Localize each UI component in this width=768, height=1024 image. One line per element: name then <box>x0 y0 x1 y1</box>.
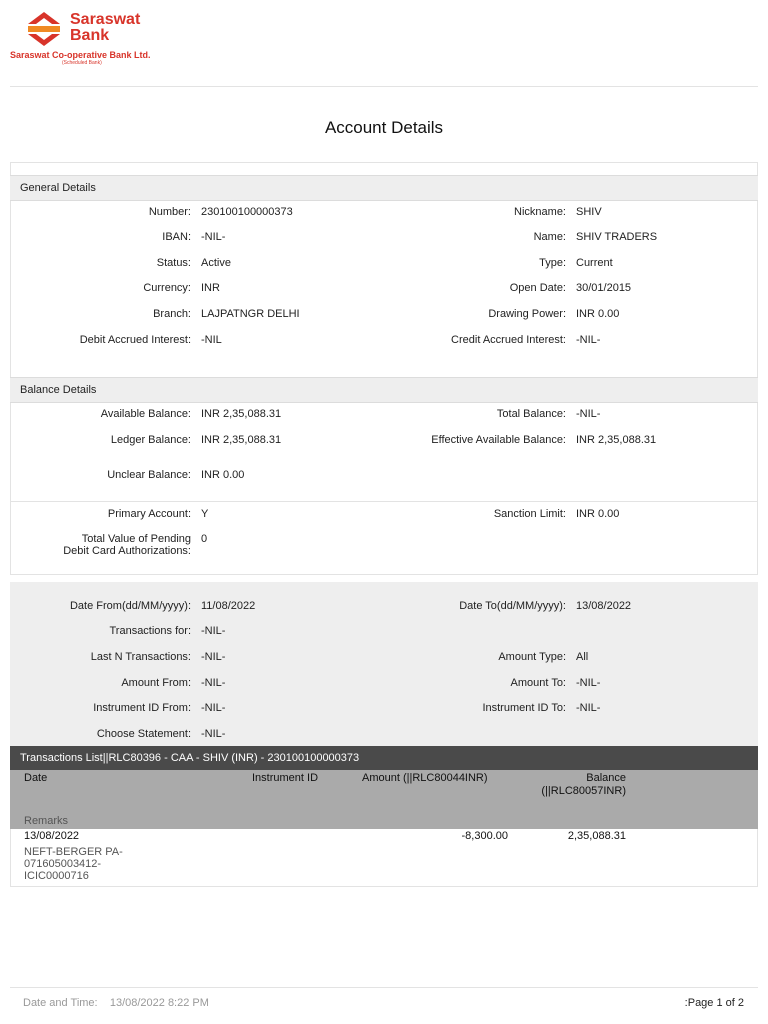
date-from-label: Date From(dd/MM/yyyy): <box>69 600 191 612</box>
amount-to-label: Amount To: <box>510 677 566 689</box>
amount-from-label: Amount From: <box>121 677 191 689</box>
open-date-label: Open Date: <box>509 282 566 294</box>
open-date-value: 30/01/2015 <box>576 282 632 294</box>
general-details-heading: General Details <box>10 175 758 201</box>
debit-accrued-interest-label: Debit Accrued Interest: <box>79 334 191 346</box>
primary-account-label: Primary Account: <box>107 508 191 520</box>
choose-statement-label: Choose Statement: <box>96 728 191 740</box>
credit-accrued-interest-label: Credit Accrued Interest: <box>451 334 566 346</box>
col-balance-line2: (||RLC80057INR) <box>541 785 626 797</box>
type-value: Current <box>576 257 613 269</box>
currency-label: Currency: <box>143 282 191 294</box>
credit-accrued-interest-value: -NIL- <box>576 334 601 346</box>
date-to-value: 13/08/2022 <box>576 600 632 612</box>
branch-value: LAJPATNGR DELHI <box>201 308 300 320</box>
col-remarks: Remarks <box>24 815 69 827</box>
row-remark-line2: 071605003412- <box>24 858 102 870</box>
name-label: Name: <box>533 231 566 243</box>
drawing-power-label: Drawing Power: <box>488 308 566 320</box>
row-date: 13/08/2022 <box>24 830 80 842</box>
col-date: Date <box>24 772 48 784</box>
date-to-label: Date To(dd/MM/yyyy): <box>459 600 566 612</box>
drawing-power-value: INR 0.00 <box>576 308 620 320</box>
logo-scheduled: (Scheduled Bank) <box>62 60 102 66</box>
sanction-limit-value: INR 0.00 <box>576 508 620 520</box>
logo-title: Saraswat Bank <box>70 11 141 44</box>
available-balance-value: INR 2,35,088.31 <box>201 408 282 420</box>
col-amount: Amount (||RLC80044INR) <box>362 772 488 784</box>
logo-legal-name: Saraswat Co-operative Bank Ltd. <box>10 50 151 60</box>
instrument-id-from-value: -NIL- <box>201 702 226 714</box>
instrument-id-to-value: -NIL- <box>576 702 601 714</box>
col-balance-line1: Balance <box>586 772 626 784</box>
nickname-label: Nickname: <box>514 206 566 218</box>
row-balance: 2,35,088.31 <box>567 830 626 842</box>
primary-account-value: Y <box>201 508 209 520</box>
date-from-value: 11/08/2022 <box>201 600 256 612</box>
instrument-id-to-label: Instrument ID To: <box>482 702 566 714</box>
footer-datetime-label: Date and Time: <box>23 997 98 1009</box>
status-label: Status: <box>156 257 191 269</box>
footer-divider <box>10 987 758 988</box>
debit-accrued-interest-value: -NIL <box>201 334 222 346</box>
unclear-balance-value: INR 0.00 <box>201 469 245 481</box>
total-balance-value: -NIL- <box>576 408 601 420</box>
row-remark-line3: ICIC0000716 <box>24 870 89 882</box>
saraswat-logo-icon <box>26 12 62 46</box>
iban-label: IBAN: <box>162 231 191 243</box>
row-amount: -8,300.00 <box>461 830 508 842</box>
page-title: Account Details <box>324 118 444 137</box>
amount-to-value: -NIL- <box>576 677 601 689</box>
available-balance-label: Available Balance: <box>100 408 191 420</box>
last-n-transactions-value: -NIL- <box>201 651 226 663</box>
total-balance-label: Total Balance: <box>496 408 566 420</box>
pending-debit-label-line2: Debit Card Authorizations: <box>63 545 191 557</box>
transactions-for-value: -NIL- <box>201 625 226 637</box>
sanction-limit-label: Sanction Limit: <box>493 508 566 520</box>
header-divider <box>10 86 758 87</box>
footer-datetime <box>23 997 209 1009</box>
effective-available-balance-label: Effective Available Balance: <box>431 434 566 446</box>
amount-type-value: All <box>576 651 589 663</box>
unclear-balance-label: Unclear Balance: <box>107 469 191 481</box>
row-remark-line1: NEFT-BERGER PA- <box>24 846 123 858</box>
name-value: SHIV TRADERS <box>576 231 658 243</box>
iban-value: -NIL- <box>201 231 226 243</box>
pending-debit-value: 0 <box>201 533 208 545</box>
footer-page-number: :Page 1 of 2 <box>684 997 744 1009</box>
col-instrument-id: Instrument ID <box>252 772 319 784</box>
effective-available-balance-value: INR 2,35,088.31 <box>576 434 657 446</box>
status-value: Active <box>201 257 231 269</box>
ledger-balance-label: Ledger Balance: <box>110 434 191 446</box>
last-n-transactions-label: Last N Transactions: <box>90 651 191 663</box>
type-label: Type: <box>539 257 566 269</box>
ledger-balance-value: INR 2,35,088.31 <box>201 434 282 446</box>
branch-label: Branch: <box>153 308 191 320</box>
nickname-value: SHIV <box>576 206 602 218</box>
amount-type-label: Amount Type: <box>498 651 566 663</box>
number-value: 230100100000373 <box>201 206 293 218</box>
balance-details-heading: Balance Details <box>10 377 758 403</box>
transactions-list-heading: Transactions List||RLC80396 - CAA - SHIV (INR) - 230100100000373 <box>10 746 758 770</box>
amount-from-value: -NIL- <box>201 677 226 689</box>
instrument-id-from-label: Instrument ID From: <box>93 702 191 714</box>
number-label: Number: <box>148 206 191 218</box>
choose-statement-value: -NIL- <box>201 728 226 740</box>
footer-datetime-value: 13/08/2022 8:22 PM <box>109 997 209 1009</box>
currency-value: INR <box>201 282 220 294</box>
pending-debit-label-line1: Total Value of Pending <box>81 533 191 545</box>
transactions-for-label: Transactions for: <box>109 625 191 637</box>
